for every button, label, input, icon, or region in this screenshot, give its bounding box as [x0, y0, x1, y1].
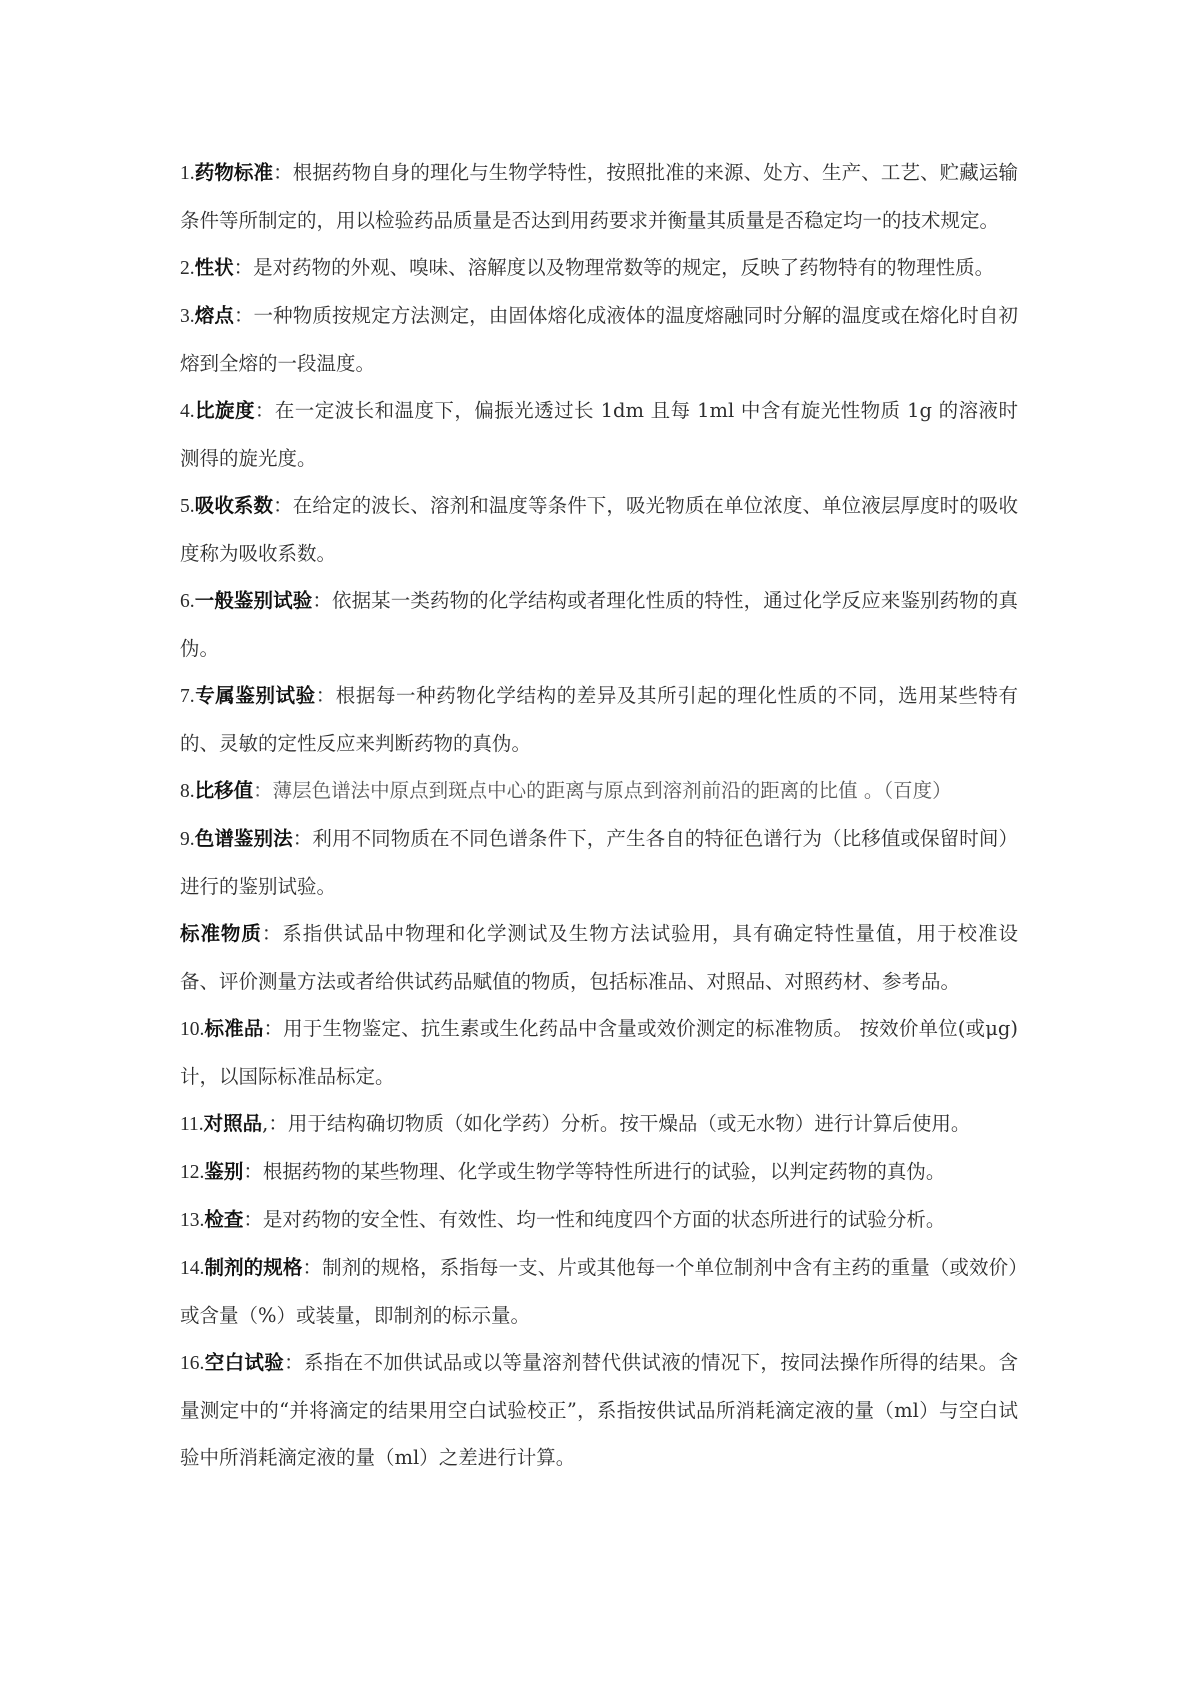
entry-blank-test — [180, 1339, 1018, 1481]
entry-reference-material — [180, 910, 1018, 1005]
entry-appearance — [180, 244, 1018, 292]
entry-number: 6. — [180, 591, 195, 612]
entry-drug-standard — [180, 149, 1018, 244]
entry-number: 10. — [180, 1019, 205, 1040]
entry-definition: ：根据药物的某些物理、化学或生物学等特性所进行的试验，以判定药物的真伪。 — [243, 1160, 946, 1183]
entry-rf-value — [180, 767, 1018, 815]
entry-definition: ：薄层色谱法中原点到斑点中心的距离与原点到溶剂前沿的距离的比值 。（百度） — [253, 779, 952, 802]
entry-term: 标准品 — [204, 1017, 264, 1040]
entry-number: 12. — [180, 1162, 205, 1183]
entry-term: 药物标准 — [194, 161, 274, 184]
entry-definition: ：是对药物的外观、嗅味、溶解度以及物理常数等的规定，反映了药物特有的物理性质。 — [233, 256, 995, 279]
entry-specific-rotation — [180, 387, 1018, 482]
entry-term: 专属鉴别试验 — [194, 684, 316, 707]
entry-term: 比移值 — [194, 779, 254, 802]
entry-number: 11. — [180, 1114, 204, 1135]
entry-general-identification — [180, 577, 1018, 672]
entry-definition: ：根据每一种药物化学结构的差异及其所引起的理化性质的不同，选用某些特有的、灵敏的定性反应来判断药物的真伪。 — [180, 684, 1018, 755]
entry-standard-substance — [180, 1005, 1018, 1100]
entry-number: 16. — [180, 1353, 205, 1374]
entry-definition: ,：用于结构确切物质（如化学药）分析。按干燥品（或无水物）进行计算后使用。 — [262, 1112, 971, 1135]
entry-term: 空白试验 — [204, 1351, 285, 1374]
entry-definition: ：制剂的规格，系指每一支、片或其他每一个单位制剂中含有主药的重量（或效价）或含量（%）或装量，即制剂的标示量。 — [180, 1256, 1018, 1327]
entry-term: 标准物质 — [180, 922, 262, 945]
entry-specific-identification — [180, 672, 1018, 767]
entry-definition: ：是对药物的安全性、有效性、均一性和纯度四个方面的状态所进行的试验分析。 — [243, 1208, 946, 1231]
entry-definition: ：依据某一类药物的化学结构或者理化性质的特性，通过化学反应来鉴别药物的真伪。 — [180, 589, 1018, 660]
entry-number: 5. — [180, 496, 195, 517]
entry-number: 7. — [180, 686, 195, 707]
entry-number: 8. — [180, 781, 195, 802]
entry-term: 性状 — [194, 256, 234, 279]
entry-absorption-coefficient — [180, 482, 1018, 577]
entry-number: 14. — [180, 1258, 205, 1279]
entry-melting-point — [180, 292, 1018, 387]
entry-term: 鉴别 — [204, 1160, 244, 1183]
entry-reference-substance — [180, 1100, 1018, 1148]
entry-term: 检查 — [204, 1208, 244, 1231]
entry-inspection — [180, 1196, 1018, 1244]
entry-number: 4. — [180, 401, 195, 422]
entry-definition: ：系指在不加供试品或以等量溶剂替代供试液的情况下，按同法操作所得的结果。含量测定中的“并将滴定的结果用空白试验校正”，系指按供试品所消耗滴定液的量（ml）与空白试验中所消耗滴定液的量（ml）之差进行计算。 — [180, 1351, 1018, 1469]
entry-definition: ：在给定的波长、溶剂和温度等条件下，吸光物质在单位浓度、单位液层厚度时的吸收度称为吸收系数。 — [180, 494, 1018, 565]
entry-identification — [180, 1148, 1018, 1196]
entry-preparation-specification — [180, 1244, 1018, 1339]
entry-number: 2. — [180, 258, 195, 279]
entry-definition: ：在一定波长和温度下，偏振光透过长 1dm 且每 1ml 中含有旋光性物质 1g 的溶液时测得的旋光度。 — [180, 399, 1018, 470]
entry-term: 制剂的规格 — [204, 1256, 303, 1279]
entry-definition: ：用于生物鉴定、抗生素或生化药品中含量或效价测定的标准物质。 按效价单位(或μg)计，以国际标准品标定。 — [180, 1017, 1018, 1088]
entry-term: 一般鉴别试验 — [194, 589, 313, 612]
entry-term: 色谱鉴别法 — [194, 827, 293, 850]
entry-number: 9. — [180, 829, 195, 850]
entry-definition: ：利用不同物质在不同色谱条件下，产生各自的特征色谱行为（比移值或保留时间）进行的鉴别试验。 — [180, 827, 1018, 898]
entry-definition: ：一种物质按规定方法测定，由固体熔化成液体的温度熔融同时分解的温度或在熔化时自初熔到全熔的一段温度。 — [180, 304, 1018, 375]
entry-chromatographic-identification — [180, 815, 1018, 910]
entry-definition: ：系指供试品中物理和化学测试及生物方法试验用，具有确定特性量值，用于校准设备、评价测量方法或者给供试药品赋值的物质，包括标准品、对照品、对照药材、参考品。 — [180, 922, 1018, 993]
entry-definition: ：根据药物自身的理化与生物学特性，按照批准的来源、处方、生产、工艺、贮藏运输条件等所制定的，用以检验药品质量是否达到用药要求并衡量其质量是否稳定均一的技术规定。 — [180, 161, 1018, 232]
entry-term: 熔点 — [194, 304, 234, 327]
entry-term: 吸收系数 — [194, 494, 274, 517]
entry-number: 1. — [180, 163, 195, 184]
entry-term: 比旋度 — [194, 399, 255, 422]
glossary-content — [180, 149, 1018, 1481]
entry-number: 3. — [180, 306, 195, 327]
entry-term: 对照品 — [203, 1112, 263, 1135]
entry-number: 13. — [180, 1210, 205, 1231]
